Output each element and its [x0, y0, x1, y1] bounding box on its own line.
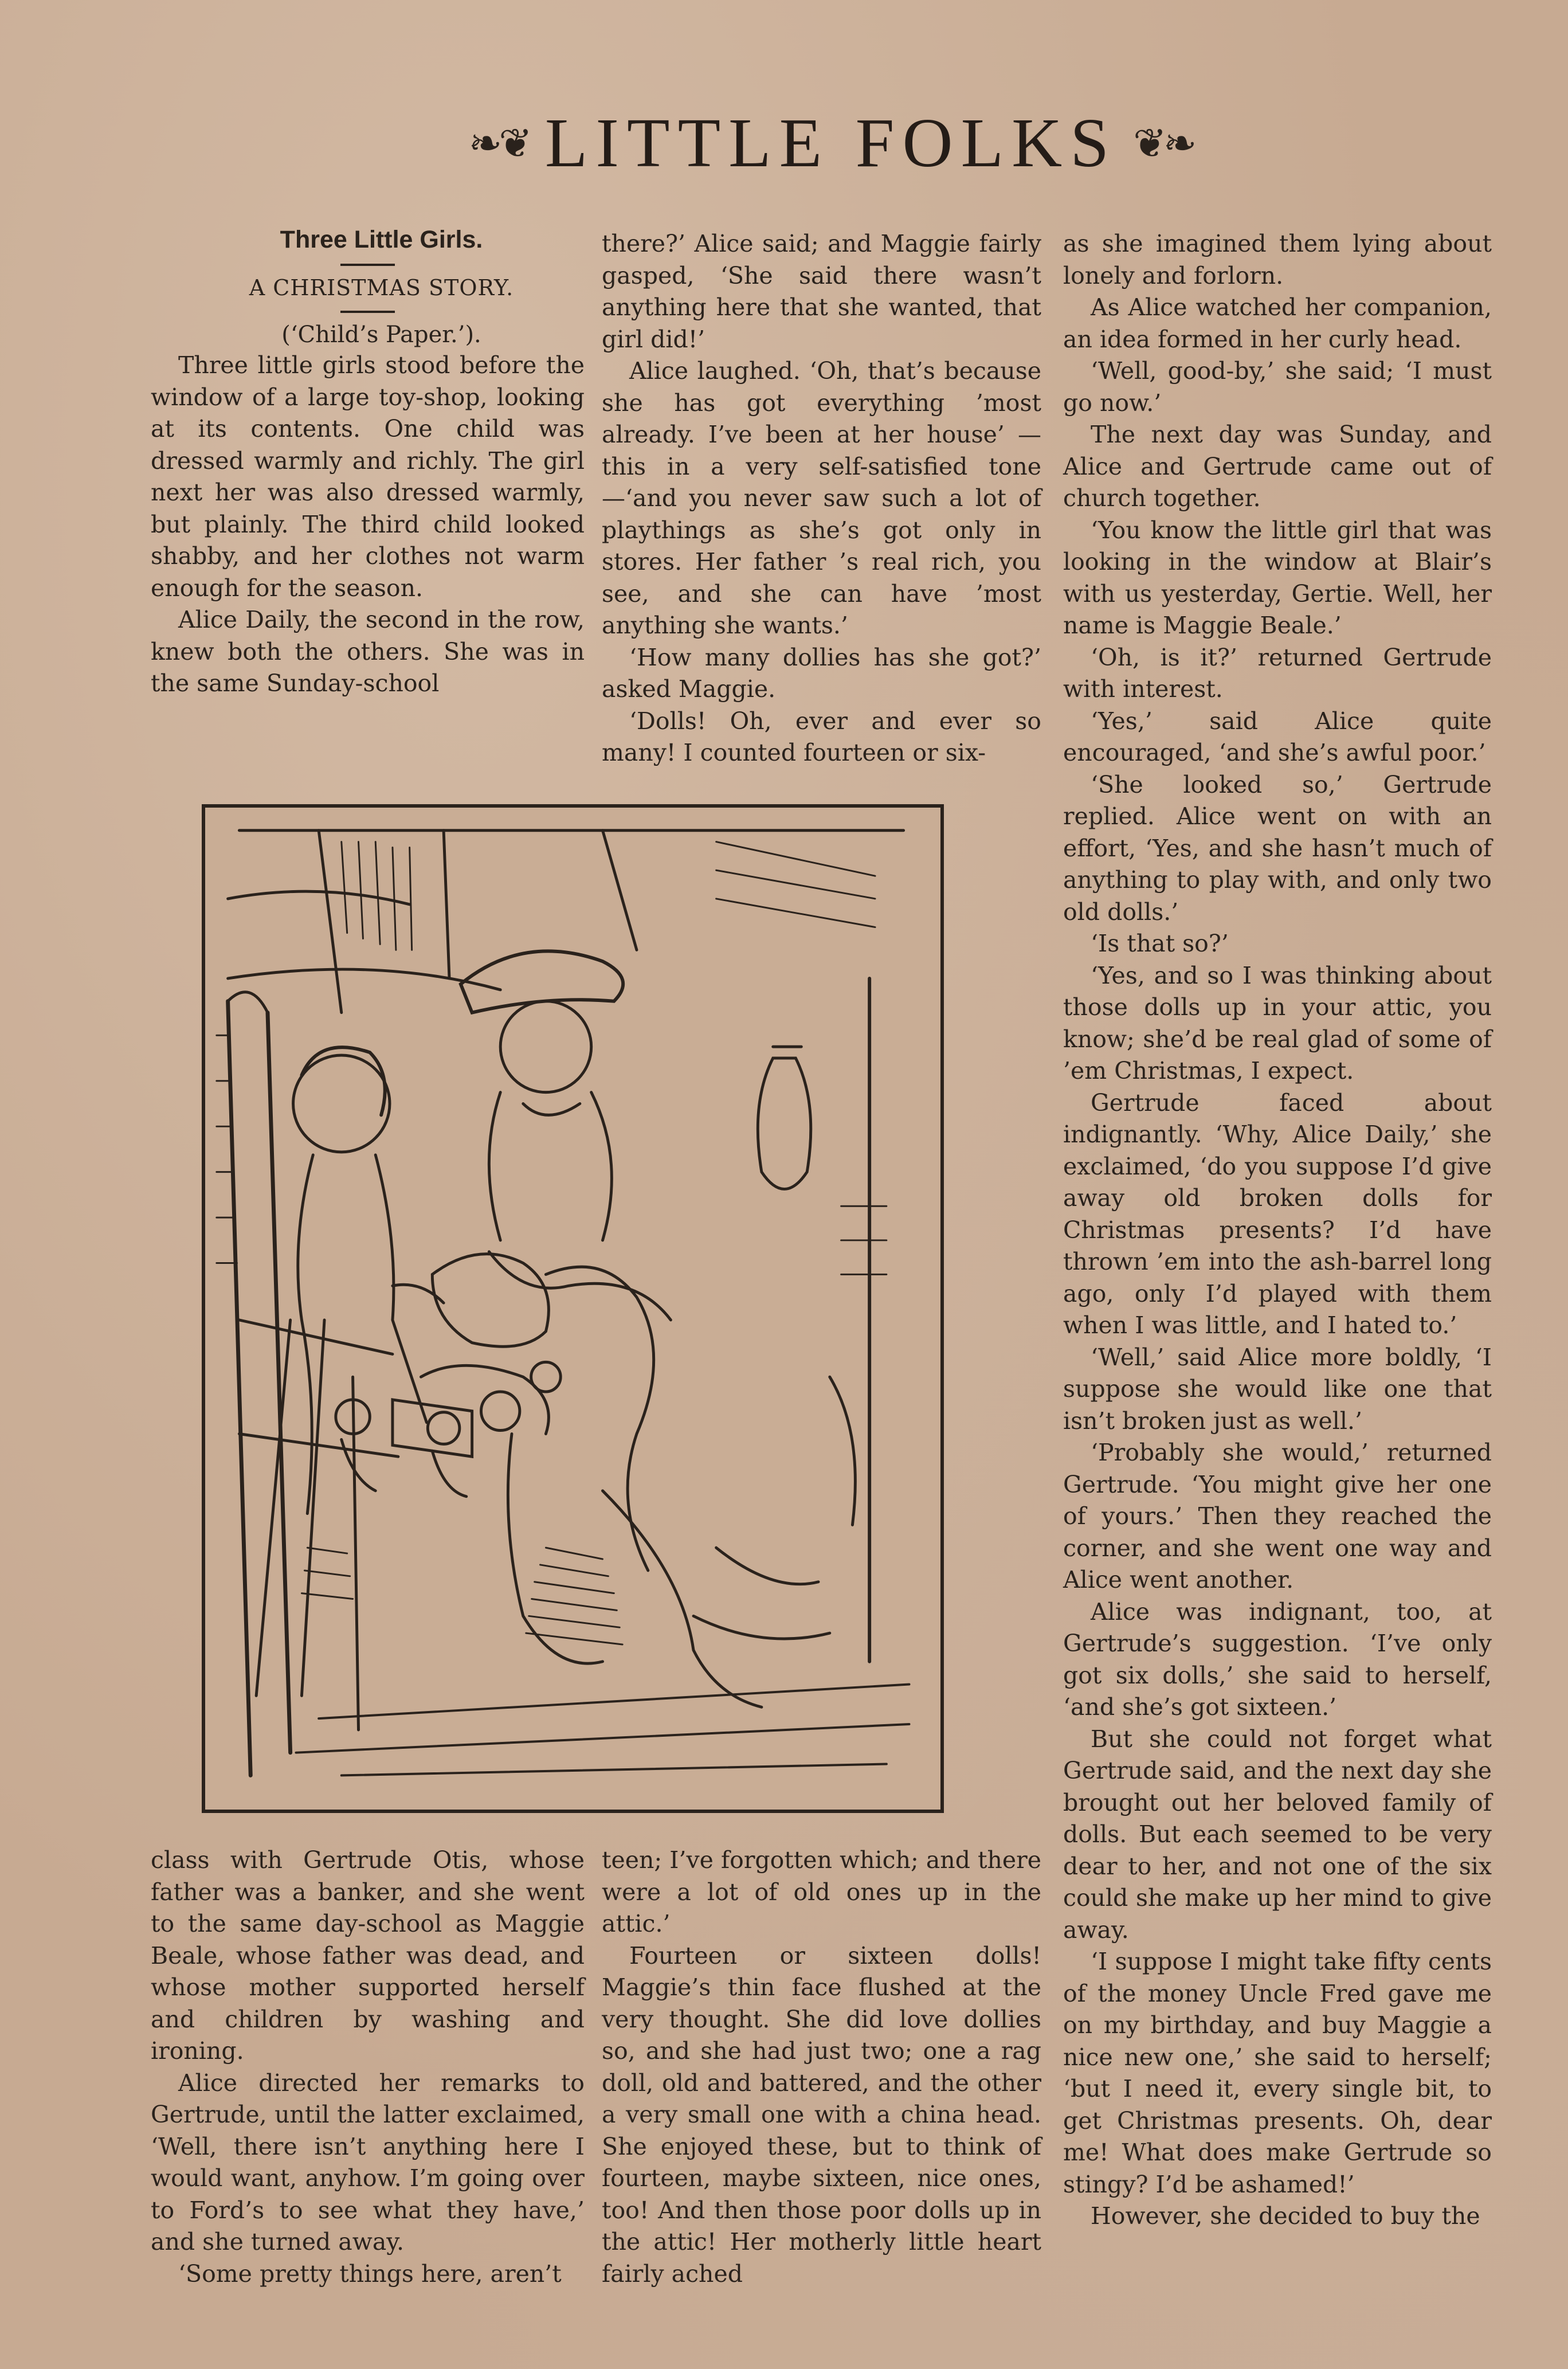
- paragraph: As Alice watched her companion, an idea formed in her curly head.: [1063, 293, 1492, 353]
- paragraph: teen; I’ve forgotten which; and there were a lot of old ones up in the attic.’: [602, 1846, 1041, 1937]
- column-3: [1063, 228, 1492, 2233]
- masthead-title: LITTLE FOLKS: [544, 104, 1118, 182]
- paragraph: ‘I suppose I might take fifty cents of the money Uncle Fred gave me on my birthday, and buy Maggie a nice new one,’ she said to herself; ‘but I need it, every single bit, to get Christmas presents. Oh, dear me! What does make Gertrude so stingy? I’d be ashamed!’: [1063, 1948, 1492, 2198]
- story-subtitle: A CHRISTMAS STORY.: [249, 275, 514, 300]
- paragraph: there?’ Alice said; and Maggie fairly gasped, ‘She said there wasn’t anything here that she wanted, that girl did!’: [602, 230, 1041, 353]
- right-flourish-ornament: ❦❧: [1133, 120, 1194, 167]
- paragraph: But she could not forget what Gertrude said, and the next day she brought out her beloved family of dolls. But each seemed to be very dear to her, and not one of the six could she make up her mind to give away.: [1063, 1725, 1492, 1944]
- column-2-bottom: [602, 1845, 1041, 2290]
- story-title: Three Little Girls.: [280, 226, 483, 253]
- masthead: [401, 100, 1261, 186]
- paragraph: ‘Well, good-by,’ she said; ‘I must go now.’: [1063, 357, 1492, 417]
- paragraph: ‘Probably she would,’ returned Gertrude. ‘You might give her one of yours.’ Then they reached the corner, and she went one way and Alice went another.: [1063, 1439, 1492, 1593]
- paragraph: ‘Yes, and so I was thinking about those dolls up in your attic, you know; she’d be real glad of some of ’em Christmas, I expect.: [1063, 961, 1492, 1084]
- column-2-top: [602, 228, 1041, 769]
- paragraph: Alice directed her remarks to Gertrude, until the latter exclaimed, ‘Well, there isn’t anything here I would want, anyhow. I’m going over to Ford’s to see what they have,’ and she turned away.: [151, 2069, 585, 2256]
- paragraph: class with Gertrude Otis, whose father was a banker, and she went to the same day-school as Maggie Beale, whose father was dead, and whose mother supported herself and children by washing and ironing.: [151, 1846, 585, 2065]
- paragraph: ‘Oh, is it?’ returned Gertrude with interest.: [1063, 643, 1492, 703]
- paragraph: as she imagined them lying about lonely and forlorn.: [1063, 230, 1492, 289]
- paragraph: However, she decided to buy the: [1091, 2202, 1480, 2230]
- paragraph: Fourteen or sixteen dolls! Maggie’s thin face flushed at the very thought. She did love dollies so, and she had just two; one a rag doll, old and battered, and the other a very small one with a china head. She enjoyed these, but to think of fourteen, maybe sixteen, nice ones, too! And then those poor dolls up in the attic! Her motherly little heart fairly ached: [602, 1941, 1041, 2288]
- story-source: (‘Child’s Paper.’).: [281, 322, 481, 348]
- paragraph: The next day was Sunday, and Alice and Gertrude came out of church together.: [1063, 421, 1492, 512]
- paragraph: ‘Dolls! Oh, ever and ever so many! I counted fourteen or six-: [602, 707, 1041, 766]
- paragraph: Alice was indignant, too, at Gertrude’s suggestion. ‘I’ve only got six dolls,’ she said to herself, ‘and she’s got sixteen.’: [1063, 1597, 1492, 1721]
- paragraph: ‘You know the little girl that was looking in the window at Blair’s with us yesterday, Gertie. Well, her name is Maggie Beale.’: [1063, 516, 1492, 639]
- subtitle-divider: [340, 311, 395, 313]
- paragraph: ‘She looked so,’ Gertrude replied. Alice went on with an effort, ‘Yes, and she hasn’t much of anything to play with, and only two old dolls.’: [1063, 770, 1492, 926]
- left-flourish-ornament: ❧❦: [468, 120, 529, 167]
- story-illustration: [202, 804, 944, 1813]
- paragraph: ‘Is that so?’: [1091, 930, 1229, 957]
- paragraph: Alice Daily, the second in the row, knew both the others. She was in the same Sunday-school: [151, 606, 585, 697]
- title-divider: [340, 264, 395, 266]
- paragraph: ‘Some pretty things here, aren’t: [178, 2260, 562, 2288]
- engraving-illustration: [205, 808, 940, 1810]
- column-1-top: [151, 224, 585, 700]
- paragraph: ‘How many dollies has she got?’ asked Maggie.: [602, 643, 1041, 703]
- column-1-bottom: [151, 1845, 585, 2290]
- paragraph: Three little girls stood before the window of a large toy-shop, looking at its contents. One child was dressed warmly and richly. The girl next her was also dressed warmly, but plainly. The third child looked shabby, and her clothes not warm enough for the season.: [151, 351, 585, 602]
- paragraph: ‘Yes,’ said Alice quite encouraged, ‘and she’s awful poor.’: [1063, 707, 1492, 766]
- paragraph: Alice laughed. ‘Oh, that’s because she has got everything ’most already. I’ve been at her house’ —this in a very self-satisfied tone —‘and you never saw such a lot of playthings as she’s got only in stores. Her father ’s real rich, you see, and she can have ’most anything she wants.’: [602, 357, 1041, 639]
- paragraph: ‘Well,’ said Alice more boldly, ‘I suppose she would like one that isn’t broken just as well.’: [1063, 1343, 1492, 1435]
- paragraph: Gertrude faced about indignantly. ‘Why, Alice Daily,’ she exclaimed, ‘do you suppose I’d give away old broken dolls for Christmas presents? I’d have thrown ’em into the ash-barrel long ago, only I’d played with them when I was little, and I hated to.’: [1063, 1088, 1492, 1339]
